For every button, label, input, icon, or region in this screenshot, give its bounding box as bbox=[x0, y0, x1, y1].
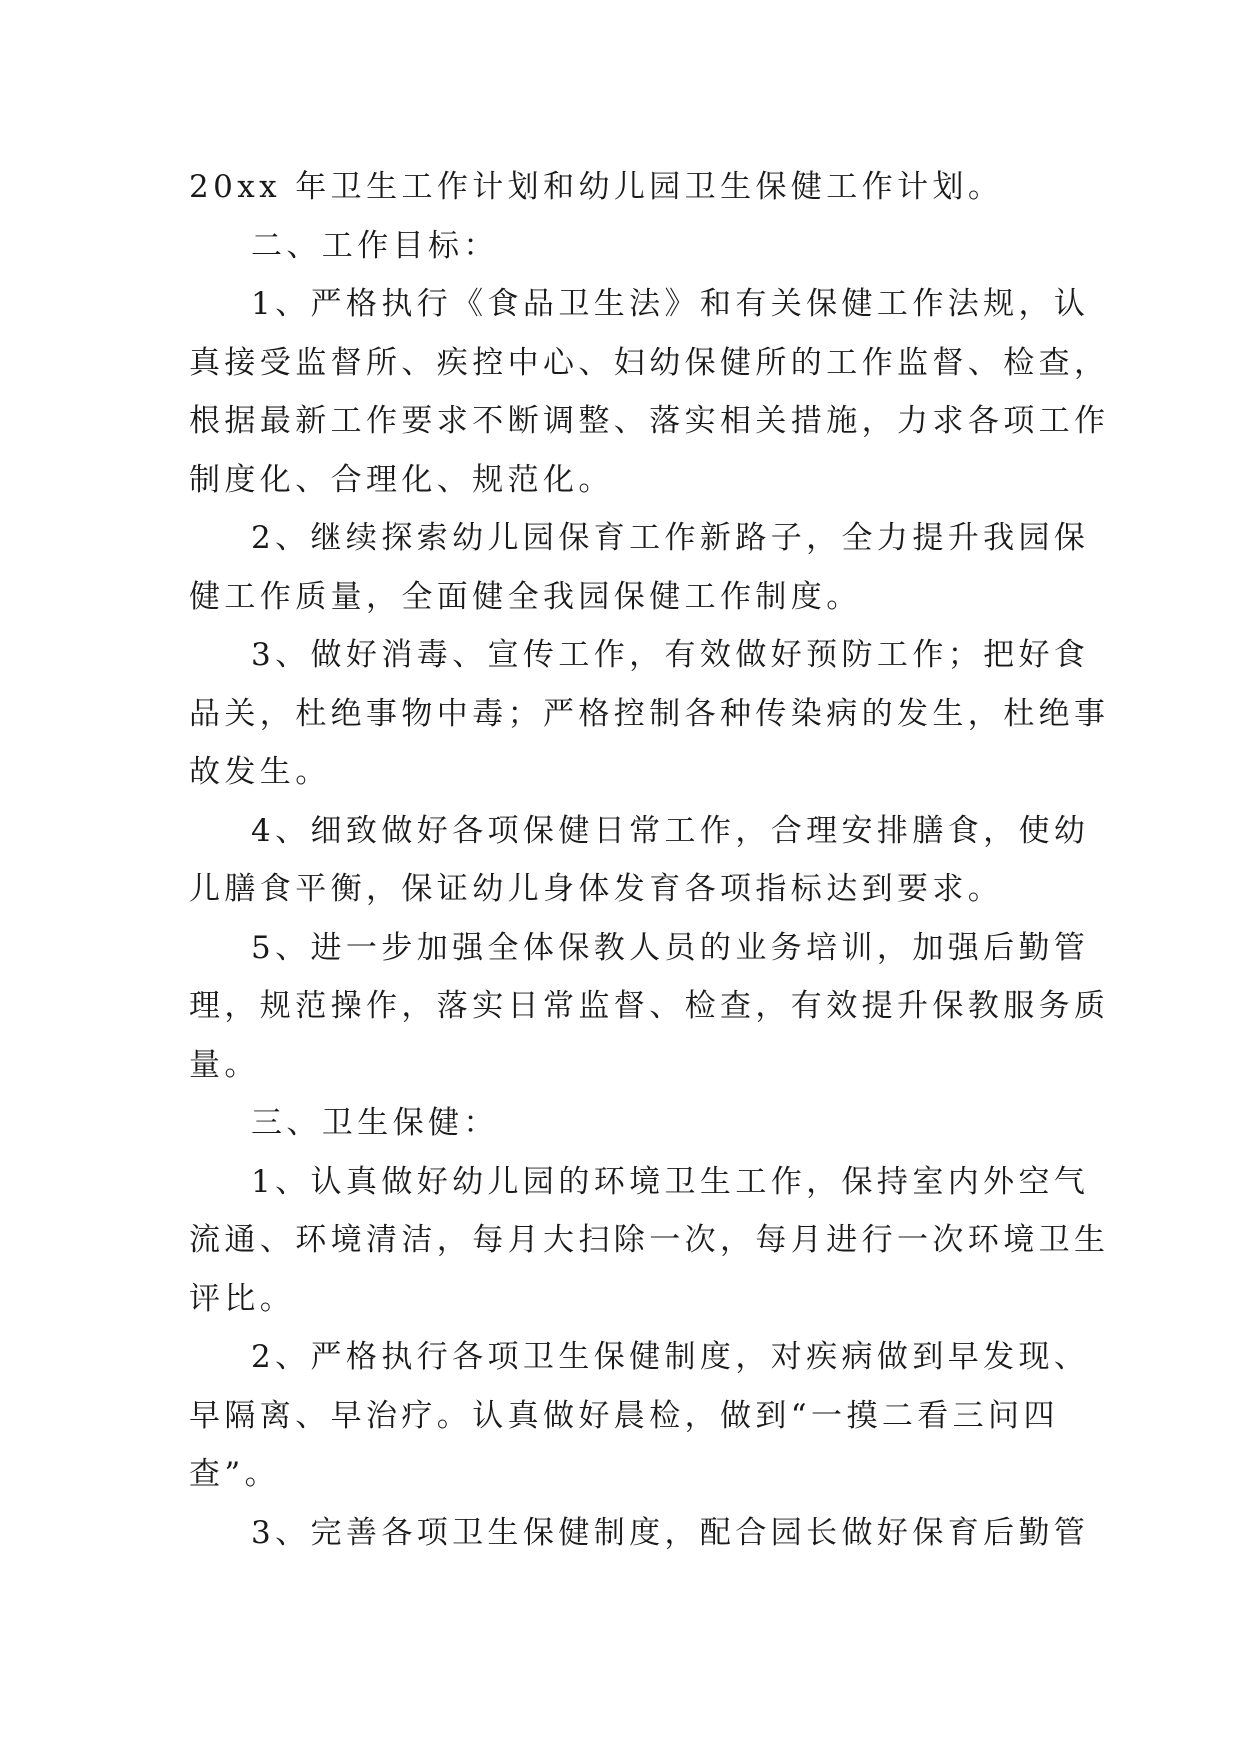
text-line: 4、细致做好各项保健日常工作，合理安排膳食，使幼 bbox=[251, 812, 1090, 849]
text-line: 流通、环境清洁，每月大扫除一次，每月进行一次环境卫生 bbox=[189, 1222, 1110, 1258]
text-line: 根据最新工作要求不断调整、落实相关措施，力求各项工作 bbox=[189, 403, 1110, 439]
text-line: 3、完善各项卫生保健制度，配合园长做好保育后勤管 bbox=[251, 1514, 1090, 1551]
text-line: 1、认真做好幼儿园的环境卫生工作，保持室内外空气 bbox=[251, 1163, 1090, 1200]
text-line: 品关，杜绝事物中毒；严格控制各种传染病的发生，杜绝事 bbox=[189, 695, 1110, 732]
text-line: 20xx 年卫生工作计划和幼儿园卫生保健工作计划。 bbox=[189, 169, 1004, 205]
text-line: 量。 bbox=[189, 1046, 260, 1083]
text-line: 故发生。 bbox=[189, 754, 331, 790]
text-line: 早隔离、早治疗。认真做好晨检，做到“一摸二看三问四 bbox=[189, 1397, 1059, 1434]
text-line: 2、严格执行各项卫生保健制度，对疾病做到早发现、 bbox=[251, 1339, 1090, 1375]
text-line: 查”。 bbox=[189, 1456, 281, 1492]
text-line: 评比。 bbox=[189, 1280, 296, 1317]
text-line: 1、严格执行《食品卫生法》和有关保健工作法规，认 bbox=[251, 286, 1090, 322]
document-body bbox=[189, 158, 1110, 1562]
text-line: 3、做好消毒、宣传工作，有效做好预防工作；把好食 bbox=[251, 637, 1090, 673]
text-line: 2、继续探索幼儿园保育工作新路子，全力提升我园保 bbox=[251, 520, 1090, 556]
text-line: 儿膳食平衡，保证幼儿身体发育各项指标达到要求。 bbox=[189, 871, 1004, 907]
text-line: 理，规范操作，落实日常监督、检查，有效提升保教服务质 bbox=[189, 988, 1110, 1024]
text-line: 真接受监督所、疾控中心、妇幼保健所的工作监督、检查， bbox=[189, 344, 1110, 381]
text-line: 5、进一步加强全体保教人员的业务培训，加强后勤管 bbox=[251, 929, 1090, 966]
text-line: 健工作质量，全面健全我园保健工作制度。 bbox=[189, 578, 862, 615]
section-heading-work-goals: 二、工作目标： bbox=[251, 227, 499, 264]
section-heading-health-care: 三、卫生保健： bbox=[251, 1105, 499, 1141]
text-line: 制度化、合理化、规范化。 bbox=[189, 461, 614, 498]
